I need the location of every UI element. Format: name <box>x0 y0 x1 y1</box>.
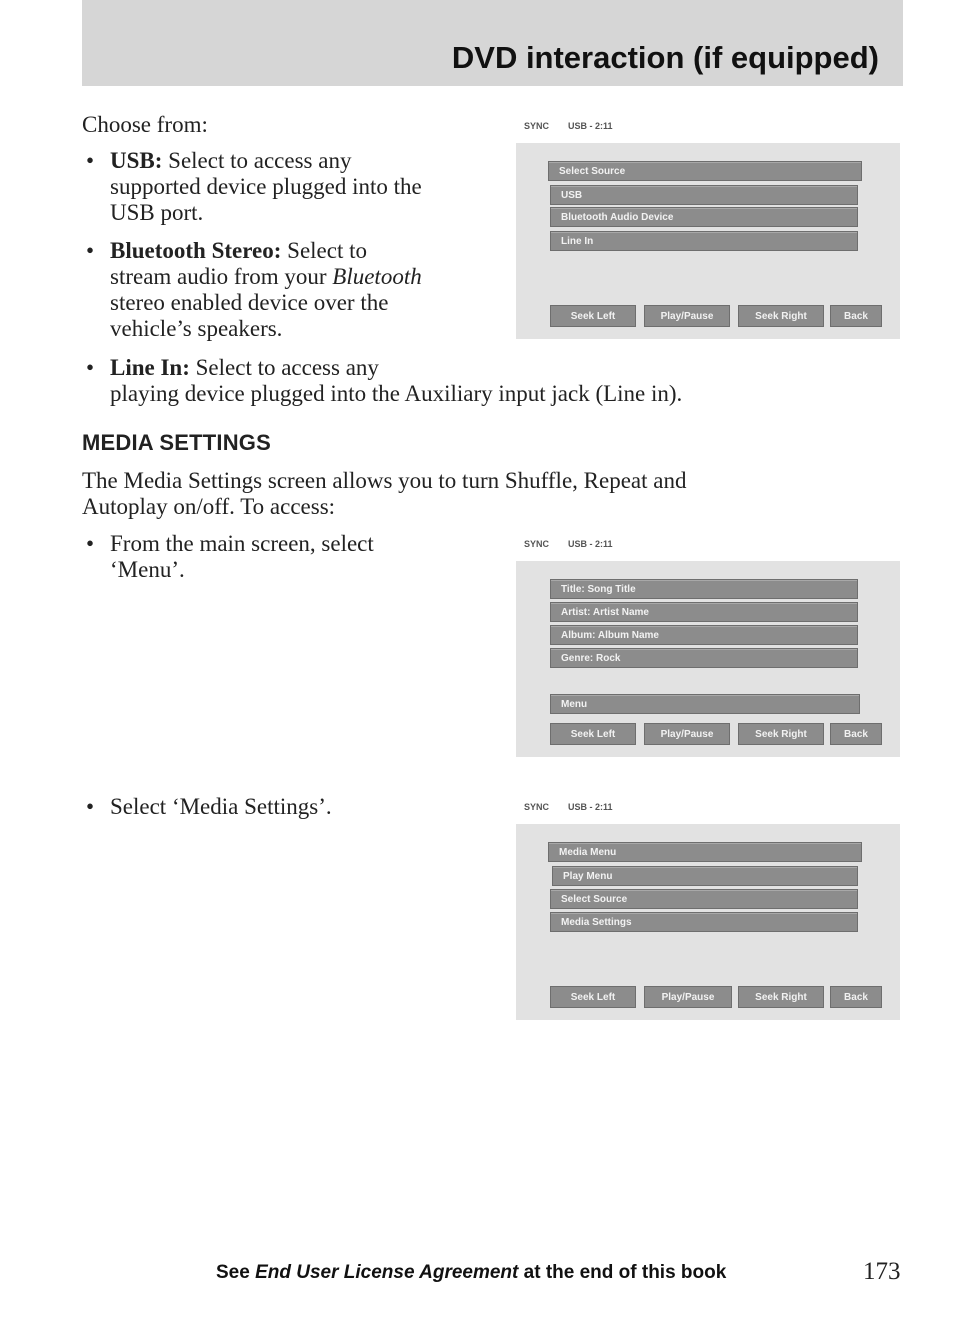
bullet-marker: • <box>86 238 95 263</box>
play-pause-button[interactable]: Play/Pause <box>644 305 730 327</box>
bullet-usb-label: USB: <box>110 148 163 173</box>
seek-left-button[interactable]: Seek Left <box>550 723 636 745</box>
paragraph-line2: Autoplay on/off. To access: <box>82 494 336 519</box>
bullet-usb <box>110 148 500 226</box>
page-number: 173 <box>863 1258 901 1285</box>
status-sync: SYNC <box>524 121 550 131</box>
bullet-bluetooth-line3: stereo enabled device over the <box>110 290 389 315</box>
bullet-usb-line1: Select to access any <box>168 148 352 173</box>
choose-from-text: Choose from: <box>82 112 208 137</box>
footer-reference <box>216 1262 726 1284</box>
bullet-line-in-line2: playing device plugged into the Auxiliary input jack (Line in). <box>110 381 683 406</box>
bullet-line-in-label: Line In: <box>110 355 190 380</box>
seek-left-button[interactable]: Seek Left <box>550 305 636 327</box>
sync-screen-source <box>516 117 900 339</box>
status-sync: SYNC <box>524 802 550 812</box>
status-source: USB - 2:11 <box>568 121 613 131</box>
bullet-usb-line2: supported device plugged into the <box>110 174 422 199</box>
step1-line2: ‘Menu’. <box>110 557 185 582</box>
menu-item-usb[interactable]: USB <box>550 185 858 205</box>
menu-item-select-source[interactable]: Select Source <box>550 889 858 909</box>
step-media-settings: Select ‘Media Settings’. <box>110 794 332 819</box>
footer-see-word: See <box>216 1262 250 1283</box>
section-heading: MEDIA SETTINGS <box>82 430 271 455</box>
bullet-marker: • <box>86 531 95 556</box>
info-album: Album: Album Name <box>550 625 858 645</box>
screen-panel <box>516 143 900 339</box>
play-pause-button[interactable]: Play/Pause <box>644 723 730 745</box>
menu-item-line-in[interactable]: Line In <box>550 231 858 251</box>
status-sync: SYNC <box>524 539 550 549</box>
bullet-line-in-line1: Select to access any <box>195 355 379 380</box>
footer-agreement-title: End User License Agreement <box>255 1262 519 1283</box>
seek-right-button[interactable]: Seek Right <box>738 986 824 1008</box>
back-button[interactable]: Back <box>830 723 882 745</box>
bullet-bluetooth <box>110 238 500 342</box>
bullet-usb-line3: USB port. <box>110 200 204 225</box>
sync-screen-now-playing <box>516 535 900 757</box>
page-title: DVD interaction (if equipped) <box>451 40 879 75</box>
menu-item-bluetooth[interactable]: Bluetooth Audio Device <box>550 207 858 227</box>
status-bar <box>516 798 900 824</box>
seek-right-button[interactable]: Seek Right <box>738 305 824 327</box>
status-bar <box>516 117 900 143</box>
bullet-marker: • <box>86 794 95 819</box>
paragraph-line1: The Media Settings screen allows you to turn Shuffle, Repeat and <box>82 468 687 493</box>
info-artist: Artist: Artist Name <box>550 602 858 622</box>
menu-button[interactable]: Menu <box>550 694 860 714</box>
status-bar <box>516 535 900 561</box>
bullet-line-in <box>110 355 900 407</box>
bullet-bluetooth-line4: vehicle’s speakers. <box>110 316 283 341</box>
status-source: USB - 2:11 <box>568 539 613 549</box>
media-settings-paragraph <box>82 468 902 520</box>
menu-item-media-settings[interactable]: Media Settings <box>550 912 858 932</box>
seek-left-button[interactable]: Seek Left <box>550 986 636 1008</box>
sync-screen-media-menu <box>516 798 900 1020</box>
menu-item-select-source[interactable]: Select Source <box>548 161 862 181</box>
info-title: Title: Song Title <box>550 579 858 599</box>
status-source: USB - 2:11 <box>568 802 613 812</box>
bullet-bluetooth-line1: Select to <box>287 238 368 263</box>
back-button[interactable]: Back <box>830 305 882 327</box>
screen-panel <box>516 824 900 1020</box>
screen-panel <box>516 561 900 757</box>
info-genre: Genre: Rock <box>550 648 858 668</box>
step1-line1: From the main screen, select <box>110 531 374 556</box>
footer-rest: at the end of this book <box>518 1262 727 1283</box>
step-main-screen <box>110 531 500 583</box>
header-band <box>82 0 903 86</box>
bullet-marker: • <box>86 148 95 173</box>
menu-item-play-menu[interactable]: Play Menu <box>552 866 858 886</box>
back-button[interactable]: Back <box>830 986 882 1008</box>
bluetooth-brand: Bluetooth <box>332 264 422 289</box>
bullet-bluetooth-label: Bluetooth Stereo: <box>110 238 282 263</box>
bullet-marker: • <box>86 355 95 380</box>
seek-right-button[interactable]: Seek Right <box>738 723 824 745</box>
bullet-bluetooth-line2: stream audio from your <box>110 264 333 289</box>
play-pause-button[interactable]: Play/Pause <box>644 986 732 1008</box>
menu-item-media-menu[interactable]: Media Menu <box>548 842 862 862</box>
